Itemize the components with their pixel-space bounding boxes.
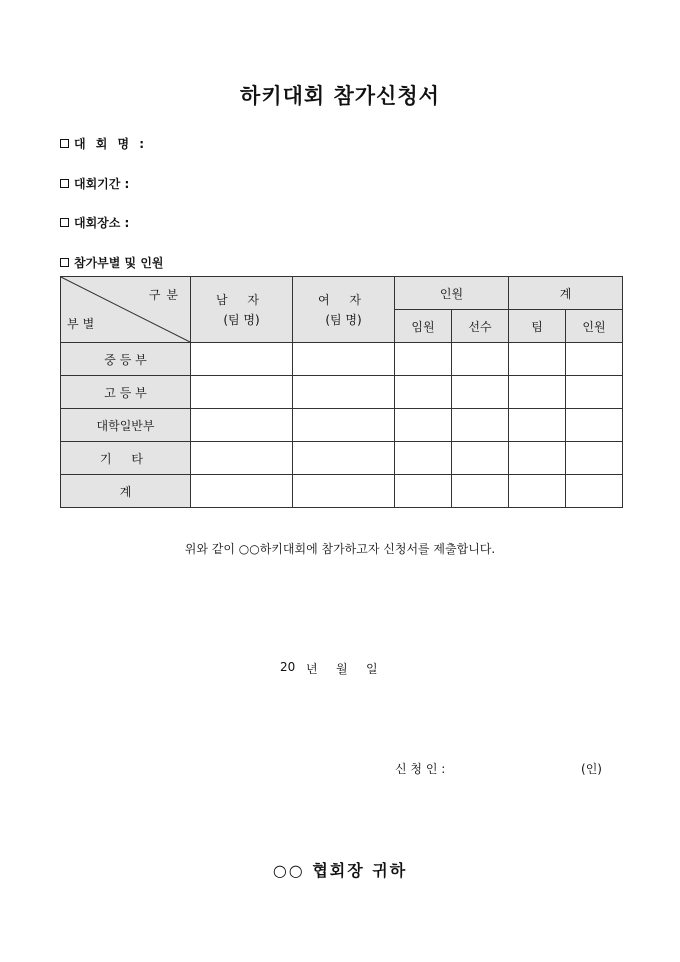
subheader-officers: 임원 [395,310,452,343]
table-cell[interactable] [293,475,395,508]
corner-label-category: 구분 [148,288,184,302]
table-cell[interactable] [395,409,452,442]
table-row [61,475,623,508]
row-label-other: 기 타 [61,442,191,475]
checkbox-square-icon [60,218,69,227]
table-cell[interactable] [293,442,395,475]
table-cell[interactable] [566,475,623,508]
table-corner-header [61,277,191,343]
table-cell[interactable] [509,376,566,409]
table-cell[interactable] [566,343,623,376]
subheader-people: 인원 [566,310,623,343]
date-year: 20 [280,660,296,674]
row-label-high-school: 고 등 부 [61,376,191,409]
document-title: 하키대회 참가신청서 [240,83,440,108]
field-label: 대회기간 : [74,177,130,191]
table-cell[interactable] [509,475,566,508]
subheader-team: 팀 [509,310,566,343]
table-cell[interactable] [191,475,293,508]
row-label-university-general: 대학일반부 [61,409,191,442]
table-cell[interactable] [452,409,509,442]
seal-mark: (인) [581,762,602,776]
header-male-label: 남 자 [216,292,267,307]
date-month-unit: 월 [336,662,348,676]
table-row [61,343,623,376]
header-female-label: 여 자 [318,292,369,307]
table-cell[interactable] [452,475,509,508]
checkbox-square-icon [60,139,69,148]
table-cell[interactable] [191,442,293,475]
addressee: ○○ 협회장 귀하 [272,861,408,880]
table-row [61,376,623,409]
table-row [61,442,623,475]
table-cell[interactable] [566,442,623,475]
row-label-middle-school: 중 등 부 [61,343,191,376]
field-event-period [60,175,129,192]
applicant-line [395,760,610,777]
subheader-players: 선수 [452,310,509,343]
table-row [61,409,623,442]
corner-label-division: 부별 [67,317,99,331]
table-cell[interactable] [293,409,395,442]
date-line [280,660,378,677]
header-male [191,277,293,343]
header-male-sub: (팀 명) [223,312,260,327]
table-cell[interactable] [566,409,623,442]
field-event-name [60,135,147,152]
table-cell[interactable] [509,442,566,475]
date-day-unit: 일 [366,662,378,676]
header-female [293,277,395,343]
header-members: 인원 [395,277,509,310]
table-cell[interactable] [191,409,293,442]
submission-statement: 위와 같이 ○○하키대회에 참가하고자 신청서를 제출합니다. [184,542,496,556]
table-cell[interactable] [509,343,566,376]
table-cell[interactable] [395,442,452,475]
table-cell[interactable] [191,376,293,409]
applicant-label: 신 청 인 : [395,762,446,776]
table-cell[interactable] [293,343,395,376]
table-cell[interactable] [395,475,452,508]
field-label: 참가부별 및 인원 [74,256,164,270]
table-cell[interactable] [293,376,395,409]
field-label: 대 회 명 : [74,137,148,151]
checkbox-square-icon [60,258,69,267]
participation-table [60,276,623,508]
row-label-total: 계 [61,475,191,508]
field-event-venue [60,214,129,231]
date-year-unit: 년 [306,662,318,676]
header-total: 계 [509,277,623,310]
table-cell[interactable] [452,343,509,376]
table-cell[interactable] [509,409,566,442]
table-cell[interactable] [452,376,509,409]
table-cell[interactable] [191,343,293,376]
table-cell[interactable] [566,376,623,409]
table-cell[interactable] [452,442,509,475]
checkbox-square-icon [60,179,69,188]
table-cell[interactable] [395,376,452,409]
field-divisions [60,254,164,271]
field-label: 대회장소 : [74,216,130,230]
header-female-sub: (팀 명) [325,312,362,327]
table-cell[interactable] [395,343,452,376]
